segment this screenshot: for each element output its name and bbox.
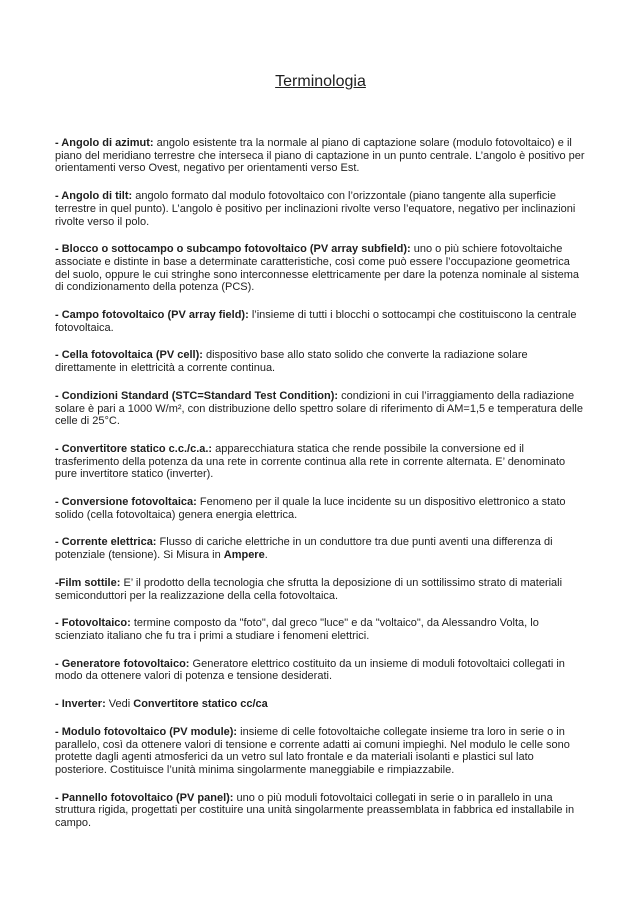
term-text: - Convertitore statico c.c./c.a.: (55, 442, 216, 455)
term-text: Ampere (223, 549, 265, 562)
definition-text: uno o più moduli fotovoltaici collegati in serie o in parallelo in una struttura rigida, progettati per costituire una unità singolarmente preassemblata in fabbrica ed installabile in campo. (55, 791, 575, 830)
term-text: - Corrente elettrica: (55, 536, 160, 549)
definition-text: Fenomeno per il quale la luce incidente su un dispositivo elettronico a stato solido (cella fotovoltaica) genera energia elettrica. (55, 496, 566, 521)
term-text: - Inverter: (55, 698, 109, 711)
term-text: - Cella fotovoltaica (PV cell): (55, 349, 206, 362)
definition-entry (55, 496, 586, 521)
definition-text: angolo esistente tra la normale al piano di captazione solare (modulo fotovoltaico) e il piano del meridiano terrestre che interseca il piano di captazione in un punto centrale. L’angolo è positivo per orientamenti verso Ovest, negativo per orientamenti verso Est. (55, 137, 585, 175)
definition-text: dispositivo base allo stato solido che converte la radiazione solare direttamente in elettricità a corrente continua. (55, 349, 528, 375)
definition-entry (55, 726, 586, 777)
definition-entry (55, 658, 586, 683)
definition-text: insieme di celle fotovoltaiche collegate insieme tra loro in serie o in parallelo, così da ottenere valori di tensione e corrente adatti ai comuni impieghi. Nel modulo le celle sono protette dagli agenti atmosferici da un vetro sul lato frontale e da materiali isolanti e plastici sul lato posteriore. Costituisce l’unità minima singolarmente maneggiabile e rimpiazzabile. (55, 725, 570, 776)
definition-entry (55, 190, 586, 228)
definition-text: termine composto da "foto", dal greco "luce" e da "voltaico", da Alessandro Volta, lo scienziato italiano che fu tra i primi a studiare i fenomeni elettrici. (55, 617, 539, 642)
definition-text: l’insieme di tutti i blocchi o sottocampi che costituiscono la centrale fotovoltaica. (55, 309, 577, 334)
definition-entry (55, 577, 586, 602)
definition-text: Generatore elettrico costituito da un insieme di moduli fotovoltaici collegati in modo da ottenere valori di potenza e tensione desiderati. (55, 657, 565, 683)
term-text: - Conversione fotovoltaica: (55, 496, 200, 509)
definition-entry (55, 617, 586, 642)
definition-entry (55, 536, 586, 561)
definition-entry (55, 443, 586, 481)
term-text: Convertitore statico cc/ca (133, 698, 268, 711)
definition-text: uno o più schiere fotovoltaiche associate e distinte in base a determinate caratteristiche, così come può essere l’occupazione geometrica del suolo, oppure le cui stringhe sono interconnesse elettricamente per dare la potenza nominale al sistema di condizionamento della potenza (PCS). (55, 243, 580, 294)
definition-text: apparecchiatura statica che rende possibile la conversione ed il trasferimento della potenza da una rete in corrente continua alla rete in corrente alternata. E’ denominato pure invertitore statico (inverter). (55, 442, 566, 481)
definition-text: Flusso di cariche elettriche in un conduttore tra due punti aventi una differenza di potenziale (tensione). Si Misura in (55, 536, 553, 562)
page-title: Terminologia (275, 73, 366, 90)
definition-text: . (264, 549, 268, 562)
term-text: - Fotovoltaico: (55, 617, 134, 630)
term-text: - Angolo di tilt: (55, 190, 136, 203)
definition-entry (55, 390, 586, 428)
definition-entry (55, 309, 586, 334)
definition-text: Vedi (108, 698, 134, 711)
definition-list (55, 137, 586, 830)
term-text: - Blocco o sottocampo o subcampo fotovoltaico (PV array subfield): (55, 243, 414, 256)
term-text: - Angolo di azimut: (55, 137, 157, 149)
definition-entry (55, 698, 586, 711)
definition-entry (55, 137, 586, 175)
term-text: -Film sottile: (55, 576, 124, 589)
definition-entry (55, 792, 586, 830)
term-text: - Condizioni Standard (STC=Standard Test Condition): (55, 389, 342, 402)
term-text: - Campo fotovoltaico (PV array field): (55, 309, 252, 322)
definition-entry (55, 243, 586, 294)
definition-text: angolo formato dal modulo fotovoltaico con l’orizzontale (piano tangente alla superficie terrestre in quel punto). L’angolo è positivo per inclinazioni rivolte verso l’equatore, negativo per inclinazioni rivolte verso il polo. (55, 190, 576, 228)
term-text: - Generatore fotovoltaico: (55, 657, 193, 670)
term-text: - Pannello fotovoltaico (PV panel): (55, 791, 237, 804)
definition-entry (55, 349, 586, 374)
term-text: - Modulo fotovoltaico (PV module): (55, 725, 241, 738)
definition-text: condizioni in cui l’irraggiamento della radiazione solare è pari a 1000 W/m², con distribuzione dello spettro solare di riferimento di AM=1,5 e temperatura delle celle di 25°C. (55, 389, 583, 428)
definition-text: E’ il prodotto della tecnologia che sfrutta la deposizione di un sottilissimo strato di materiali semiconduttori per la realizzazione della cella fotovoltaica. (55, 576, 563, 602)
